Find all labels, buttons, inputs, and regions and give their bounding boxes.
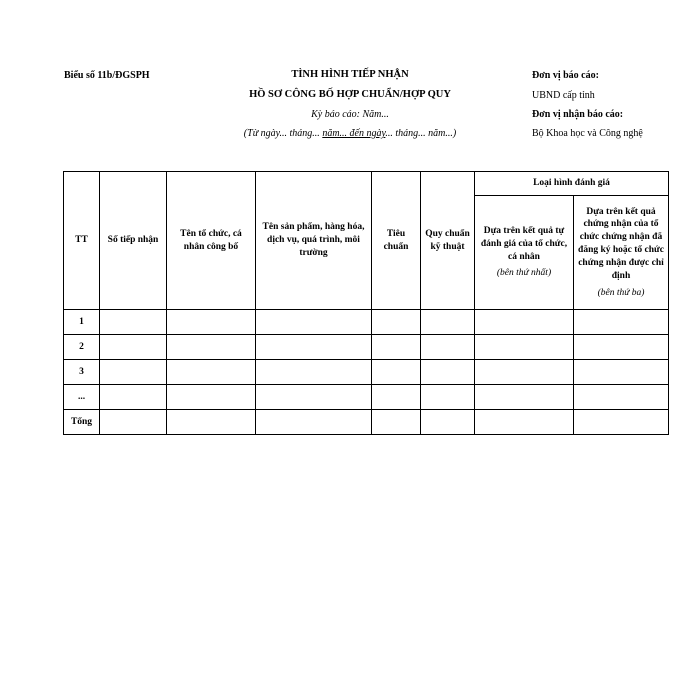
table-cell [372,360,421,385]
table-cell [574,410,669,435]
table-cell [167,360,256,385]
table-cell [475,410,574,435]
col-header-technical-regulation: Quy chuẩn kỹ thuật [421,172,475,310]
first-party-label: Dựa trên kết quả tự đánh giá của tổ chức, cá nhân [480,225,568,262]
reporting-unit-label: Đơn vị báo cáo: [532,70,599,81]
row-label: Tổng [64,410,100,435]
table-cell [475,360,574,385]
table-row [64,310,669,335]
table-cell [372,385,421,410]
reporting-period: Kỳ báo cáo: Năm... [311,109,389,120]
table-cell [100,335,167,360]
table-cell [100,410,167,435]
date-range-suffix: ... tháng... năm...) [385,128,457,139]
col-header-standard: Tiêu chuẩn [372,172,421,310]
table-cell [167,410,256,435]
table-cell [475,310,574,335]
table-cell [256,385,372,410]
table-cell [574,335,669,360]
table-cell [256,360,372,385]
third-party-note: (bên thứ ba) [597,287,645,298]
table-cell [100,310,167,335]
col-header-first-party [475,196,574,310]
report-title-line1: TÌNH HÌNH TIẾP NHẬN [291,69,409,80]
table-cell [421,385,475,410]
reporting-unit-value: UBND cấp tỉnh [532,90,595,101]
table-row [64,385,669,410]
table-cell [167,385,256,410]
table-cell [421,335,475,360]
col-header-tt: TT [64,172,100,310]
third-party-label: Dựa trên kết quả chứng nhận của tổ chức chứng nhận đã đăng ký hoặc tổ chức chứng nhận được chỉ định [578,206,664,281]
table-cell [256,335,372,360]
date-range-underlined: năm... đến ngày [322,128,386,139]
table-row [64,360,669,385]
table-cell [256,410,372,435]
table-cell [167,310,256,335]
table-row [64,410,669,435]
table-cell [372,335,421,360]
col-header-product-name: Tên sản phẩm, hàng hóa, dịch vụ, quá trình, môi trường [256,172,372,310]
col-header-third-party [574,196,669,310]
receiving-unit-value: Bộ Khoa học và Công nghệ [532,128,643,139]
table-cell [256,310,372,335]
form-code: Biểu số 11b/ĐGSPH [64,70,150,81]
table-header-row [64,172,669,196]
table-row [64,335,669,360]
table-cell [574,360,669,385]
date-range-prefix: (Từ ngày... tháng... [243,128,323,139]
first-party-note: (bên thứ nhất) [496,268,552,279]
table-cell [475,335,574,360]
table-cell [574,385,669,410]
table-body [64,310,669,435]
col-header-organization-name: Tên tổ chức, cá nhân công bố [167,172,256,310]
row-label: 2 [64,335,100,360]
table-cell [475,385,574,410]
table-cell [167,335,256,360]
row-label: 1 [64,310,100,335]
receiving-unit-label: Đơn vị nhận báo cáo: [532,109,624,120]
row-label: 3 [64,360,100,385]
report-title-line2: HỒ SƠ CÔNG BỐ HỢP CHUẨN/HỢP QUY [249,89,451,100]
table-cell [372,310,421,335]
reporting-date-range [200,128,500,139]
table-cell [100,385,167,410]
col-header-receipt-number: Số tiếp nhận [100,172,167,310]
table-cell [421,410,475,435]
table-cell [421,360,475,385]
table-cell [421,310,475,335]
row-label: ... [64,385,100,410]
col-header-assessment-type: Loại hình đánh giá [475,172,669,196]
report-table [63,171,669,435]
table-cell [574,310,669,335]
table-cell [100,360,167,385]
table-cell [372,410,421,435]
